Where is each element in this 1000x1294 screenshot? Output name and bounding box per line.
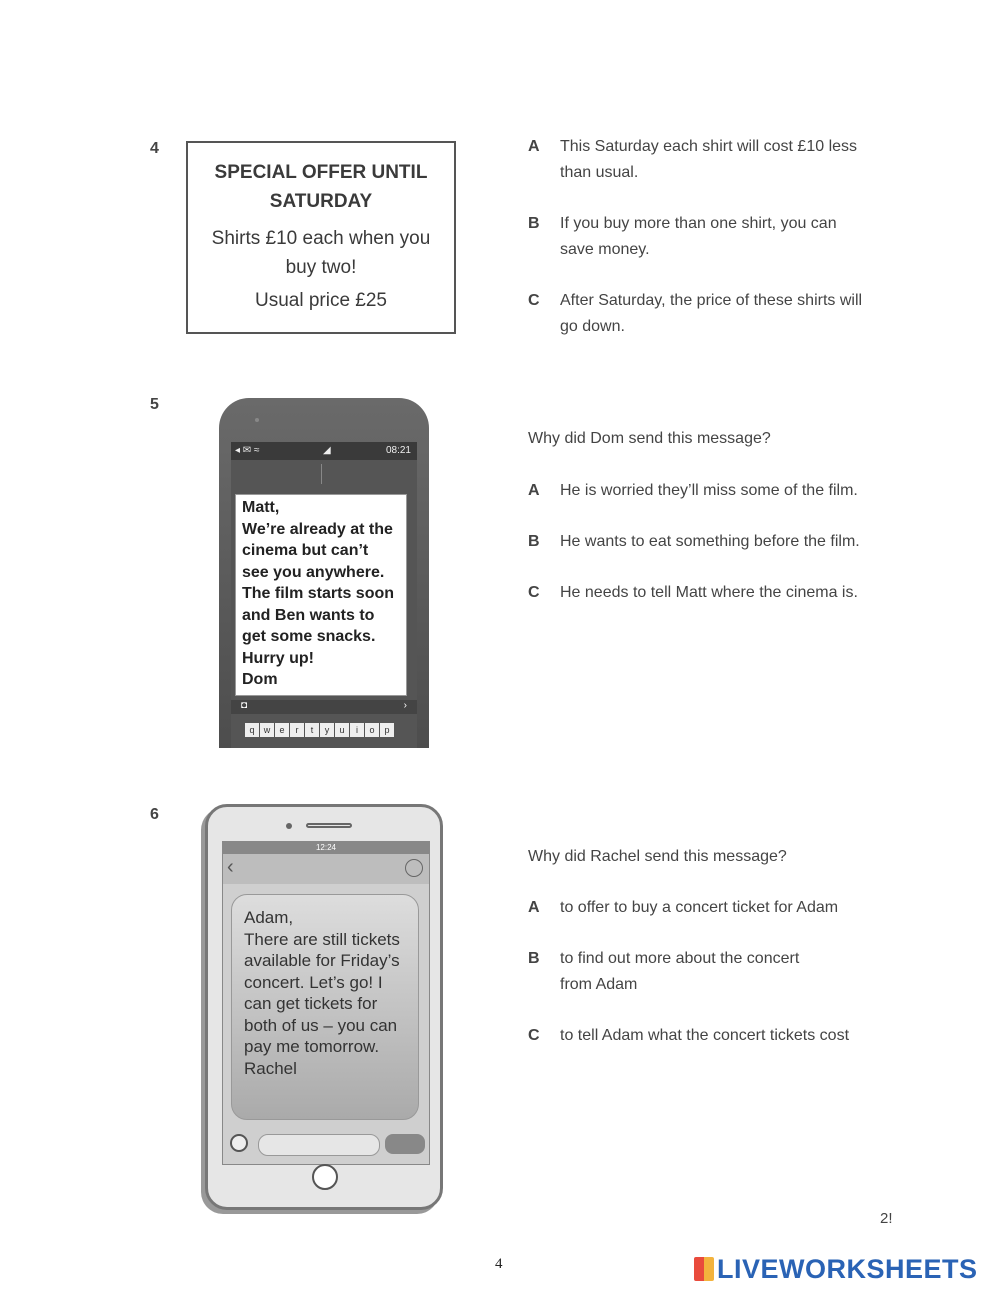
- liveworksheets-logo[interactable]: [694, 1254, 978, 1285]
- option-letter: A: [528, 482, 540, 499]
- status-icons: ◂ ✉ ≈: [235, 445, 260, 456]
- page-number: 4: [495, 1256, 503, 1272]
- option-text-line2: from Adam: [560, 976, 638, 993]
- option-text: He wants to eat something before the film.: [560, 533, 860, 550]
- notice-headline-2: SATURDAY: [269, 191, 373, 212]
- key[interactable]: q: [245, 723, 259, 737]
- nav-bar: [223, 854, 429, 884]
- option-text-line2: go down.: [560, 318, 625, 335]
- option-text-line1: This Saturday each shirt will cost £10 less: [560, 138, 858, 155]
- q6-option-b[interactable]: [528, 946, 799, 998]
- message-line: see you anywhere.: [242, 563, 385, 581]
- message-input[interactable]: [258, 1134, 380, 1156]
- question-number-6: 6: [150, 806, 159, 823]
- camera-dot-icon: [286, 823, 292, 829]
- key[interactable]: e: [275, 723, 289, 737]
- send-button[interactable]: [385, 1134, 425, 1154]
- logo-blocks-icon: [694, 1257, 714, 1281]
- message-line: both of us – you can: [244, 1015, 398, 1035]
- option-letter: B: [528, 215, 540, 232]
- notice-headline-1: SPECIAL OFFER UNTIL: [214, 162, 428, 183]
- home-button[interactable]: [312, 1164, 338, 1190]
- signal-icon: ◢: [323, 445, 331, 456]
- chevron-right-icon[interactable]: ›: [403, 700, 407, 711]
- camera-icon[interactable]: ◘: [241, 700, 248, 711]
- option-text: He needs to tell Matt where the cinema is.: [560, 584, 858, 601]
- q5-option-a[interactable]: [528, 478, 858, 504]
- key[interactable]: i: [350, 723, 364, 737]
- message-line: concert. Let’s go! I: [244, 972, 383, 992]
- key[interactable]: t: [305, 723, 319, 737]
- message-line: Hurry up!: [242, 649, 314, 667]
- message-bubble: [231, 894, 419, 1120]
- option-letter: B: [528, 950, 540, 967]
- q5-option-c[interactable]: [528, 580, 858, 606]
- phone-screen: [231, 442, 417, 748]
- option-text-line1: to find out more about the concert: [560, 950, 800, 967]
- clock: 08:21: [385, 445, 411, 456]
- message-body: [235, 494, 407, 696]
- q6-option-c[interactable]: [528, 1023, 849, 1049]
- option-text-line2: than usual.: [560, 164, 639, 181]
- keyboard-row: [245, 720, 395, 738]
- option-text-line1: After Saturday, the price of these shirts will: [560, 292, 863, 309]
- speaker-icon: [306, 823, 352, 828]
- key[interactable]: p: [380, 723, 394, 737]
- question-number-5: 5: [150, 396, 159, 413]
- status-bar: [223, 842, 429, 854]
- q4-option-c[interactable]: [528, 288, 862, 340]
- message-line: get some snacks.: [242, 628, 376, 645]
- option-text-line1: If you buy more than one shirt, you can: [560, 215, 837, 232]
- option-letter: C: [528, 1027, 540, 1044]
- message-line: and Ben wants to: [242, 606, 375, 624]
- q4-option-b[interactable]: [528, 211, 837, 263]
- camera-dot-icon: [255, 418, 259, 422]
- notice-headline: [188, 158, 454, 216]
- option-letter: B: [528, 533, 540, 550]
- notice-offer-2: buy two!: [285, 257, 357, 278]
- profile-circle-icon[interactable]: [405, 859, 423, 877]
- q5-prompt: Why did Dom send this message?: [528, 430, 771, 447]
- option-text: He is worried they’ll miss some of the film.: [560, 482, 858, 499]
- logo-text: LIVEWORKSHEETS: [717, 1254, 978, 1284]
- phone-screen: [222, 841, 430, 1165]
- back-chevron-icon[interactable]: ‹: [227, 856, 234, 878]
- message-line: Matt,: [242, 499, 280, 516]
- keyboard-toolbar: [231, 700, 417, 714]
- notice-offer-1: Shirts £10 each when you: [211, 228, 431, 249]
- message-line: available for Friday’s: [244, 951, 400, 970]
- message-line: can get tickets for: [244, 994, 378, 1013]
- key[interactable]: r: [290, 723, 304, 737]
- message-line: Dom: [242, 671, 278, 688]
- message-line: Adam,: [244, 908, 294, 927]
- key[interactable]: o: [365, 723, 379, 737]
- option-text: to offer to buy a concert ticket for Adam: [560, 899, 839, 916]
- question-number-4: 4: [150, 140, 159, 157]
- key[interactable]: u: [335, 723, 349, 737]
- notice-price: Usual price £25: [254, 290, 388, 311]
- phone-rachel-message: [205, 804, 443, 1210]
- option-letter: C: [528, 292, 540, 309]
- q5-option-b[interactable]: [528, 529, 860, 555]
- q6-option-a[interactable]: [528, 895, 838, 921]
- key[interactable]: w: [260, 723, 274, 737]
- status-bar: [231, 442, 417, 460]
- message-line: There are still tickets: [244, 929, 400, 949]
- cut-page-number: 2!: [880, 1210, 893, 1227]
- option-letter: C: [528, 584, 540, 601]
- message-line: We’re already at the: [242, 520, 393, 538]
- q6-prompt: Why did Rachel send this message?: [528, 848, 787, 865]
- q4-option-a[interactable]: [528, 134, 857, 186]
- option-text-line2: save money.: [560, 241, 650, 258]
- phone-dom-message: [219, 398, 429, 748]
- key[interactable]: y: [320, 723, 334, 737]
- message-line: cinema but can’t: [242, 542, 369, 559]
- cursor-line: [321, 464, 322, 484]
- message-line: pay me tomorrow.: [244, 1037, 380, 1056]
- message-line: The film starts soon: [242, 585, 395, 602]
- camera-icon[interactable]: [230, 1134, 248, 1152]
- option-text: to tell Adam what the concert tickets cost: [560, 1027, 850, 1044]
- clock: 12:24: [315, 843, 337, 852]
- option-letter: A: [528, 899, 540, 916]
- option-letter: A: [528, 138, 540, 155]
- message-line: Rachel: [244, 1058, 297, 1078]
- notice-offer: [188, 224, 454, 282]
- special-offer-notice: [186, 141, 456, 334]
